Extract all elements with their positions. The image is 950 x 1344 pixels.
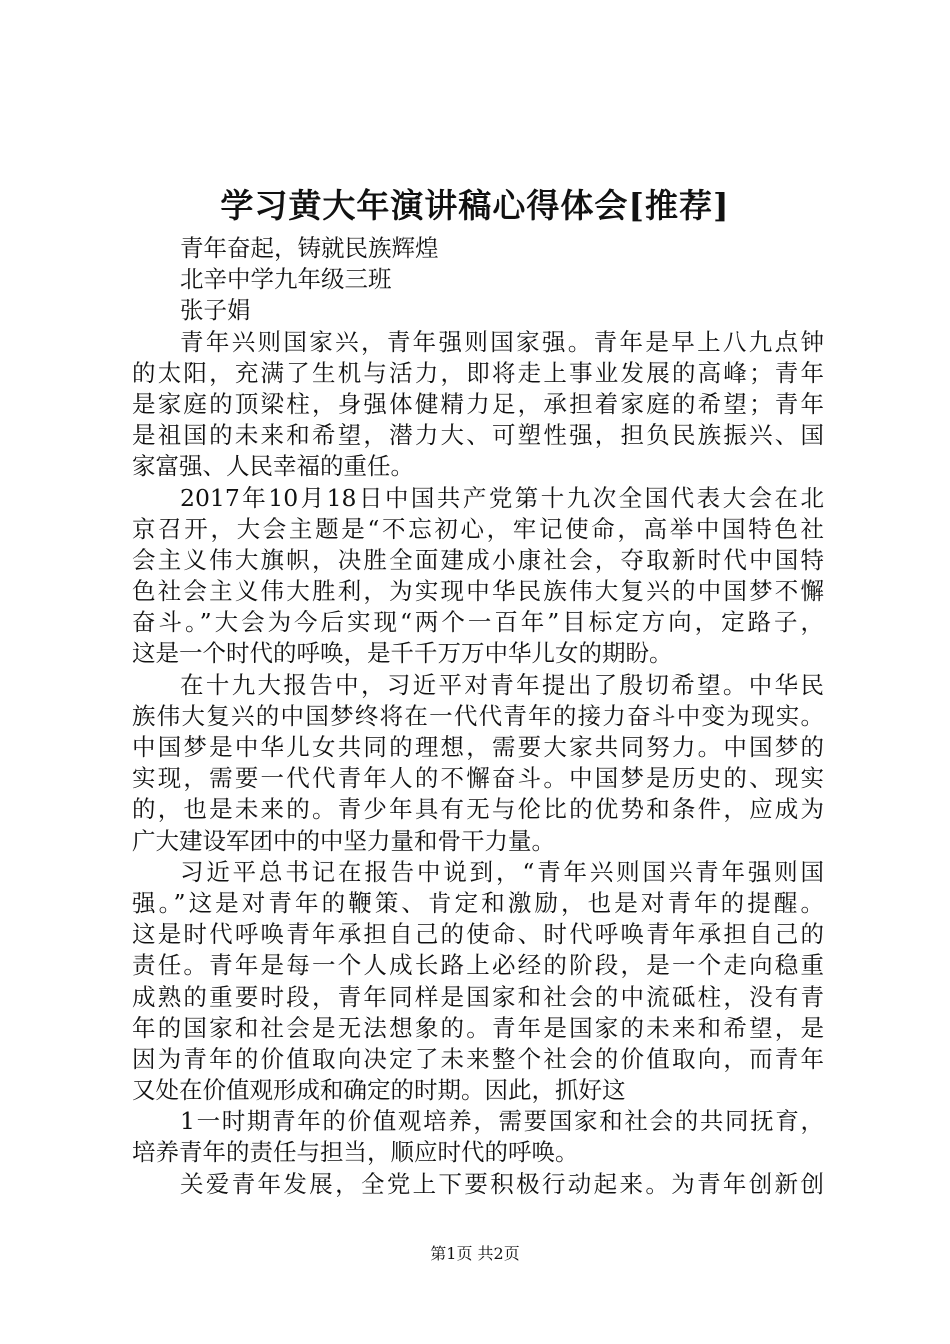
paragraph-line: 的，也是未来的。青少年具有无与伦比的优势和条件，应成为 [132, 795, 824, 824]
paragraph-line: 广大建设军团中的中坚力量和骨干力量。 [132, 826, 555, 855]
paragraph-line: 2017年10月18日中国共产党第十九次全国代表大会在北 [180, 483, 824, 512]
paragraph-line: 关爱青年发展，全党上下要积极行动起来。为青年创新创 [180, 1169, 824, 1198]
author-line: 张子娟 [180, 296, 251, 325]
paragraph-line: 族伟大复兴的中国梦终将在一代代青年的接力奋斗中变为现实。 [132, 701, 824, 730]
paragraph-line: 责任。青年是每一个人成长路上必经的阶段，是一个走向稳重 [132, 951, 824, 980]
paragraph-line: 家富强、人民幸福的重任。 [132, 452, 414, 481]
document-body [132, 233, 824, 1200]
paragraph-line: 强。”这是对青年的鞭策、肯定和激励，也是对青年的提醒。 [132, 888, 824, 917]
document-title: 学习黄大年演讲稿心得体会[推荐] [220, 186, 730, 225]
paragraph-line: 年的国家和社会是无法想象的。青年是国家的未来和希望，是 [132, 1013, 824, 1042]
paragraph-line: 是家庭的顶梁柱，身强体健精力足，承担着家庭的希望；青年 [132, 389, 824, 418]
paragraph-line: 青年兴则国家兴，青年强则国家强。青年是早上八九点钟 [180, 327, 824, 356]
paragraph-line: 这是一个时代的呼唤，是千千万万中华儿女的期盼。 [132, 639, 673, 668]
paragraph-line: 又处在价值观形成和确定的时期。因此，抓好这 [132, 1076, 626, 1105]
paragraph-line: 习近平总书记在报告中说到，“青年兴则国兴青年强则国 [180, 857, 824, 886]
paragraph-line: 这是时代呼唤青年承担自己的使命、时代呼唤青年承担自己的 [132, 920, 824, 949]
school-class-line: 北辛中学九年级三班 [180, 265, 392, 294]
subtitle-line: 青年奋起，铸就民族辉煌 [180, 234, 439, 262]
paragraph-line: 中国梦是中华儿女共同的理想，需要大家共同努力。中国梦的 [132, 733, 824, 761]
paragraph-line: 奋斗。”大会为今后实现“两个一百年”目标定方向，定路子， [132, 608, 824, 637]
paragraph-line: 是祖国的未来和希望，潜力大、可塑性强，担负民族振兴、国 [132, 421, 824, 450]
paragraph-line: 京召开，大会主题是“不忘初心，牢记使命，高举中国特色社 [132, 514, 824, 543]
paragraph-line: 在十九大报告中，习近平对青年提出了殷切希望。中华民 [180, 670, 824, 699]
paragraph-line: 成熟的重要时段，青年同样是国家和社会的中流砥柱，没有青 [132, 982, 824, 1011]
paragraph-line: 培养青年的责任与担当，顺应时代的呼唤。 [132, 1138, 579, 1167]
paragraph-line: 会主义伟大旗帜，决胜全面建成小康社会，夺取新时代中国特 [132, 545, 824, 574]
paragraph-line: 因为青年的价值取向决定了未来整个社会的价值取向，而青年 [132, 1044, 824, 1073]
paragraph-line: 色社会主义伟大胜利，为实现中华民族伟大复兴的中国梦不懈 [132, 577, 824, 606]
paragraph-line: 1一时期青年的价值观培养，需要国家和社会的共同抚育， [180, 1107, 824, 1136]
paragraph-line: 的太阳，充满了生机与活力，即将走上事业发展的高峰；青年 [132, 358, 824, 387]
paragraph-line: 实现，需要一代代青年人的不懈奋斗。中国梦是历史的、现实 [132, 764, 824, 793]
page-footer: 第1页 共2页 [430, 1244, 520, 1263]
